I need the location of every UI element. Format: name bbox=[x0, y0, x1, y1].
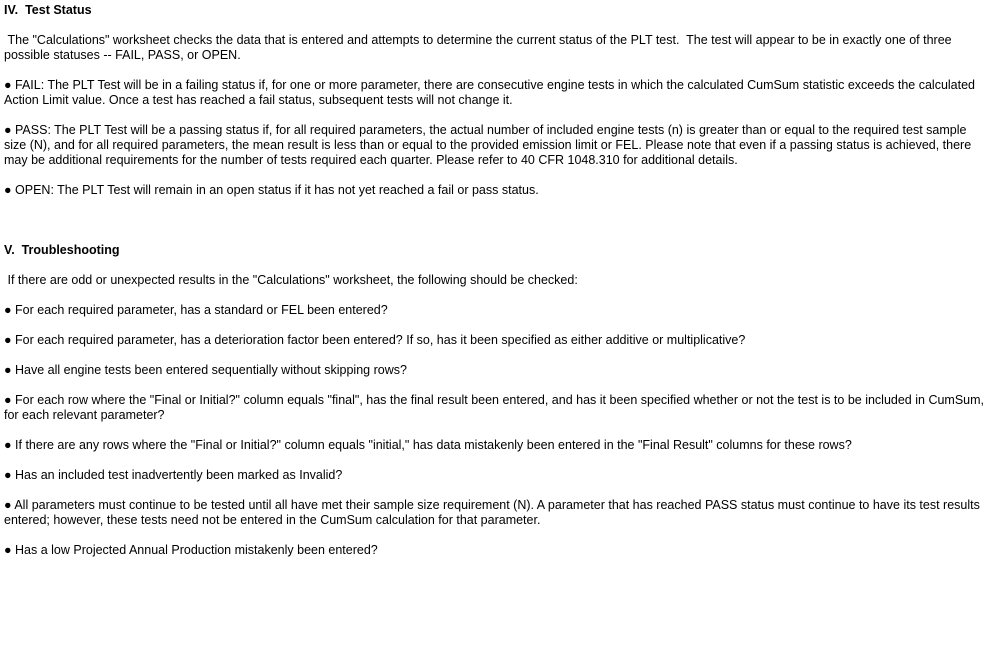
test-status-intro: The "Calculations" worksheet checks the data that is entered and attempts to determine the current status of the PLT test. The test will appear to be in exactly one of three possible statuses -- FAIL, PASS, or OPEN. bbox=[4, 33, 956, 62]
check-item-annual-production: ● Has a low Projected Annual Production mistakenly been entered? bbox=[4, 543, 378, 557]
check-item-invalid-test: ● Has an included test inadvertently been marked as Invalid? bbox=[4, 468, 343, 482]
check-item-initial-rows: ● If there are any rows where the "Final or Initial?" column equals "initial," has data mistakenly been entered in the "Final Result" columns for these rows? bbox=[4, 438, 852, 452]
status-item-fail: ● FAIL: The PLT Test will be in a failing status if, for one or more parameter, there are consecutive engine tests in which the calculated CumSum statistic exceeds the calculated Action Limit value. Once a test has reached a fail status, subsequent tests will not change it. bbox=[4, 78, 976, 107]
check-item-final-result: ● For each row where the "Final or Initial?" column equals "final", has the final result been entered, and has it been specified whether or not the test is to be included in CumSum, for each relevant parameter? bbox=[4, 393, 985, 422]
check-item-sample-size: ● All parameters must continue to be tested until all have met their sample size requirement (N). A parameter that has reached PASS status must continue to have its test results entered; however, these tests need not be entered in the CumSum calculation for that parameter. bbox=[4, 498, 980, 527]
status-item-open: ● OPEN: The PLT Test will remain in an open status if it has not yet reached a fail or pass status. bbox=[4, 183, 539, 197]
status-item-pass: ● PASS: The PLT Test will be a passing status if, for all required parameters, the actual number of included engine tests (n) is greater than or equal to the required test sample size (N), and for all required parameters, the mean result is less than or equal to the provided emission limit or FEL. Please note that even if a passing status is achieved, there may be additional requirements for the number of tests required each quarter. Please refer to 40 CFR 1048.310 for additional details. bbox=[4, 123, 972, 167]
check-item-standard-fel: ● For each required parameter, has a standard or FEL been entered? bbox=[4, 303, 388, 317]
check-item-sequential-tests: ● Have all engine tests been entered sequentially without skipping rows? bbox=[4, 363, 407, 377]
troubleshooting-intro: If there are odd or unexpected results in the "Calculations" worksheet, the following should be checked: bbox=[4, 273, 578, 287]
section-heading-test-status: IV. Test Status bbox=[4, 3, 92, 17]
check-item-deterioration-factor: ● For each required parameter, has a deterioration factor been entered? If so, has it been specified as either additive or multiplicative? bbox=[4, 333, 746, 347]
section-heading-troubleshooting: V. Troubleshooting bbox=[4, 243, 120, 257]
document-body bbox=[4, 3, 990, 558]
